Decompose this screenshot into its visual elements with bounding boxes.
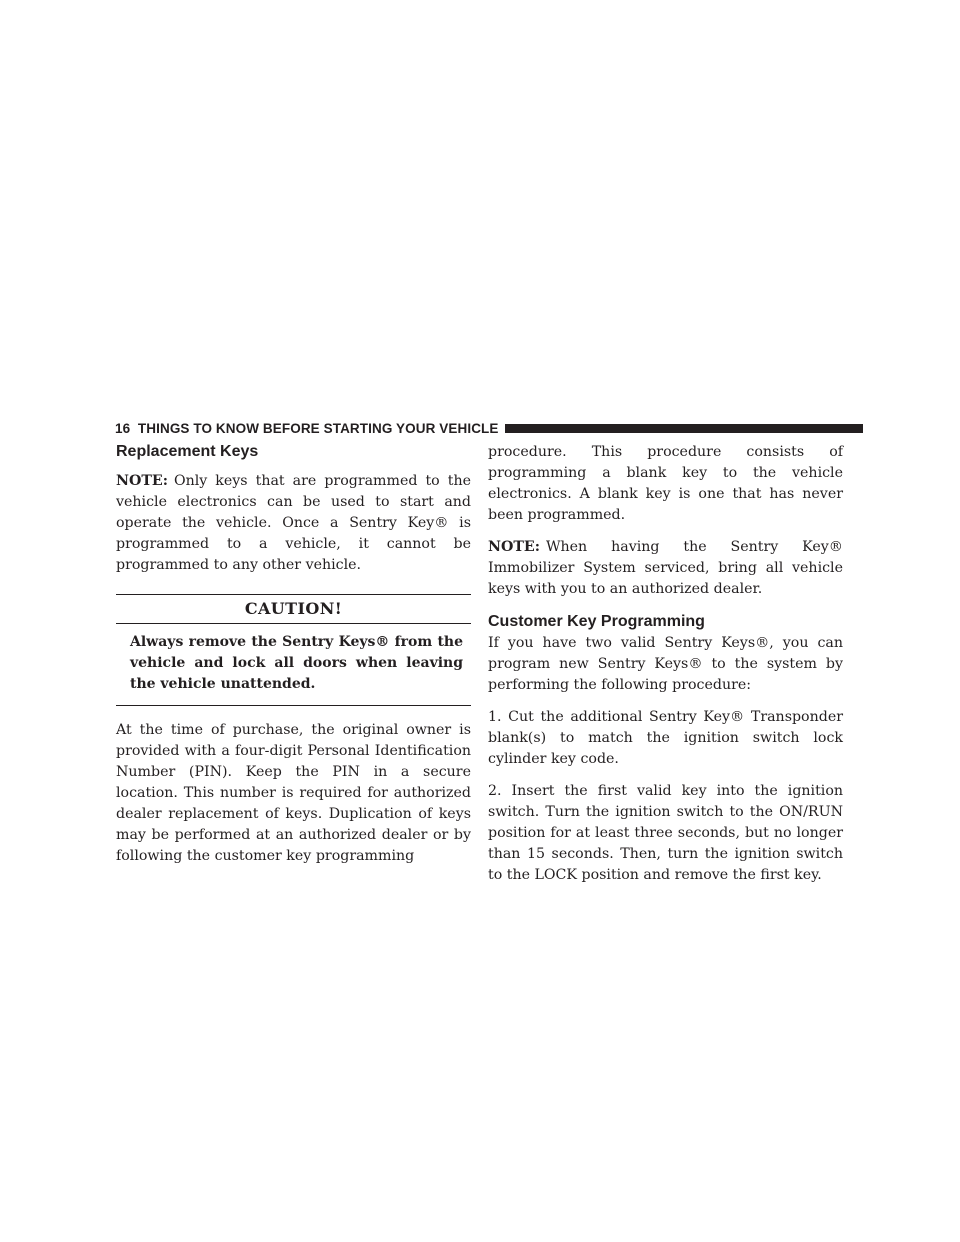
note-text: When having the Sentry Key® Immobilizer System serviced, bring all vehicle keys with you to an authorized dealer. <box>488 539 843 597</box>
customer-key-programming-heading: Customer Key Programming <box>488 613 705 630</box>
page-header <box>115 419 863 437</box>
note-label: NOTE: <box>116 473 168 489</box>
caution-title: CAUTION! <box>116 595 471 624</box>
note-immobilizer-service <box>488 537 843 600</box>
step-1: 1. Cut the additional Sentry Key® Transponder blank(s) to match the ignition switch lock cylinder key code. <box>488 709 843 767</box>
header-rule <box>505 424 864 433</box>
page-number: 16 <box>115 420 131 436</box>
right-column <box>488 442 843 886</box>
pin-paragraph: At the time of purchase, the original owner is provided with a four-digit Personal Identification Number (PIN). Keep the PIN in a secure location. This number is required for authorized dealer replacement of keys. Duplication of keys may be performed at an authorized dealer or by following the customer key programming <box>116 722 471 864</box>
replacement-keys-heading: Replacement Keys <box>116 443 259 460</box>
step-2: 2. Insert the first valid key into the ignition switch. Turn the ignition switch to the ON/RUN position for at least three seconds, but no longer than 15 seconds. Then, turn the ignition switch to the LOCK position and remove the first key. <box>488 783 843 883</box>
note-text: Only keys that are programmed to the vehicle electronics can be used to start and operate the vehicle. Once a Sentry Key® is programmed to a vehicle, it cannot be programmed to any other vehicle. <box>116 473 471 573</box>
note-label: NOTE: <box>488 539 540 555</box>
procedure-continued-paragraph: procedure. This procedure consists of programming a blank key to the vehicle electronics. A blank key is one that has never been programmed. <box>488 444 843 523</box>
page-header-text <box>115 421 499 436</box>
note-replacement-keys <box>116 471 471 576</box>
caution-text: Always remove the Sentry Keys® from the vehicle and lock all doors when leaving the vehicle unattended. <box>130 634 463 692</box>
caution-box <box>116 594 471 706</box>
left-column <box>116 442 471 867</box>
section-title: THINGS TO KNOW BEFORE STARTING YOUR VEHICLE <box>137 420 499 436</box>
programming-intro-paragraph: If you have two valid Sentry Keys®, you can program new Sentry Keys® to the system by performing the following procedure: <box>488 635 843 693</box>
